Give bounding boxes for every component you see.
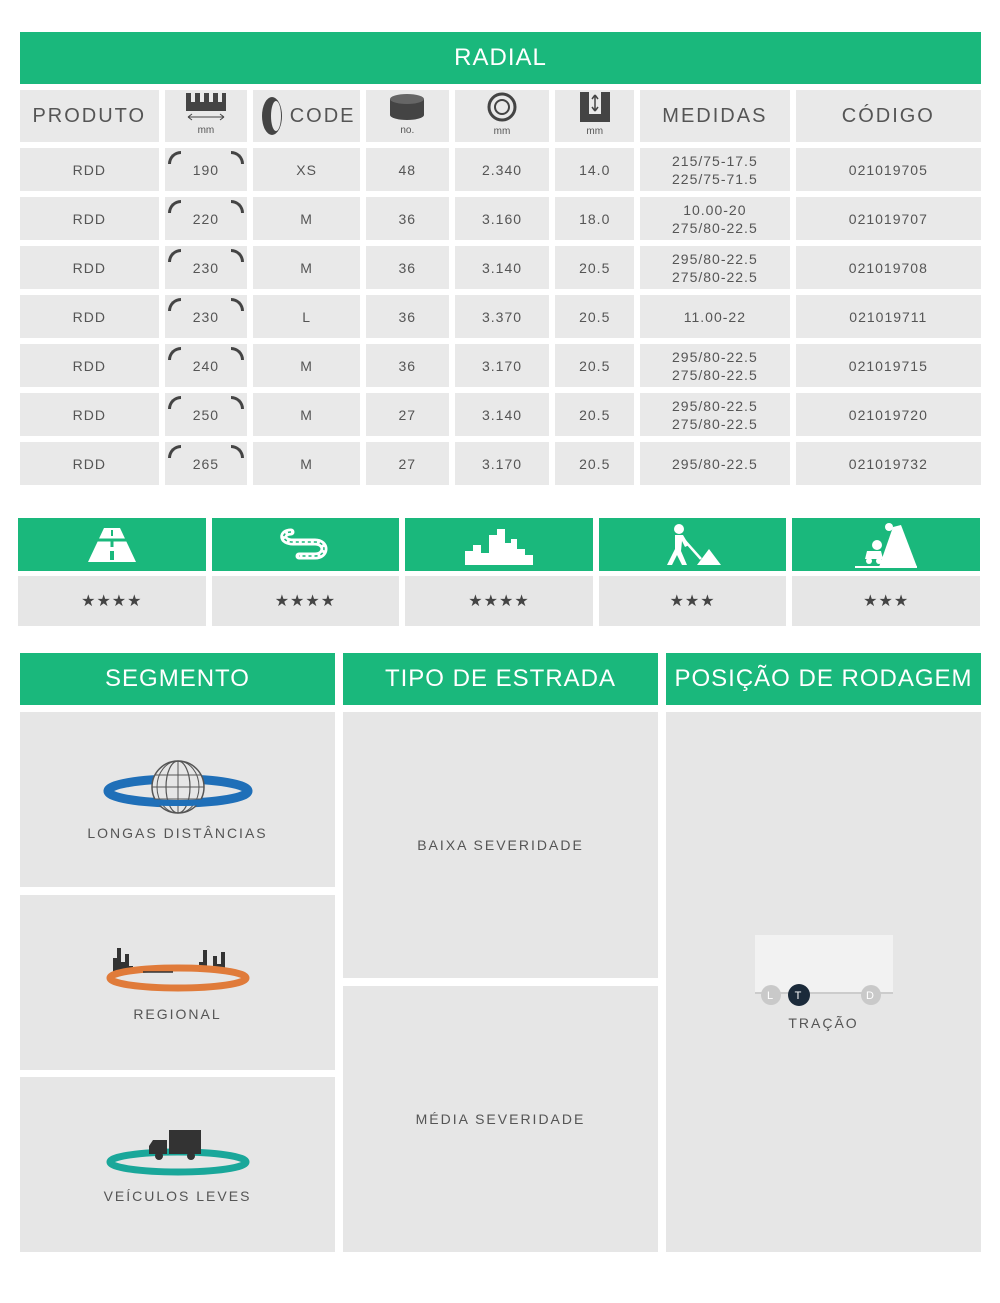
table-row xyxy=(20,246,981,289)
tread-width-icon xyxy=(185,93,227,121)
road-type-medium xyxy=(343,986,658,1252)
cell-medidas xyxy=(640,148,790,191)
cell-codigo: 021019732 xyxy=(796,442,981,485)
cell-produto: RDD xyxy=(20,344,159,387)
axle-label-d: D xyxy=(865,990,876,1002)
cell-od: 3.140 xyxy=(455,393,550,436)
segment-label: REGIONAL xyxy=(133,1005,222,1022)
road-type-label: BAIXA SEVERIDADE xyxy=(417,837,584,853)
header-width xyxy=(165,90,248,142)
wheel-position-label: TRAÇÃO xyxy=(788,1015,859,1031)
cell-depth: 20.5 xyxy=(555,295,634,338)
cell-codigo: 021019705 xyxy=(796,148,981,191)
table-row xyxy=(20,393,981,436)
cell-width xyxy=(165,148,248,191)
terrain-icon-cell xyxy=(18,518,206,571)
code-header-label: CODE xyxy=(289,105,356,127)
cell-width xyxy=(165,344,248,387)
axle-label-t: T xyxy=(794,990,803,1002)
terrain-stars: ★★★ xyxy=(792,576,980,626)
header-ply xyxy=(366,90,449,142)
terrain-stars: ★★★★ xyxy=(18,576,206,626)
road-type-low xyxy=(343,712,658,978)
medidas-line-1: 10.00-20 xyxy=(683,201,747,218)
cell-code: XS xyxy=(253,148,360,191)
road-type-label: MÉDIA SEVERIDADE xyxy=(415,1111,586,1127)
cell-produto: RDD xyxy=(20,442,159,485)
posicao-title: POSIÇÃO DE RODAGEM xyxy=(674,665,973,692)
cell-width-value: 230 xyxy=(192,308,220,325)
header-codigo: CÓDIGO xyxy=(796,90,981,142)
cell-ply: 27 xyxy=(366,442,449,485)
terrain-icon-cell xyxy=(212,518,400,571)
cell-medidas xyxy=(640,295,790,338)
cell-width-value: 250 xyxy=(192,406,220,423)
ply-unit: no. xyxy=(400,124,415,136)
terrain-mining xyxy=(792,518,980,626)
terrain-stars: ★★★★ xyxy=(405,576,593,626)
terrain-stars: ★★★★ xyxy=(212,576,400,626)
table-header-row xyxy=(20,90,981,142)
medidas-line-1: 295/80-22.5 xyxy=(672,455,758,472)
terrain-construction xyxy=(599,518,787,626)
segment-regional xyxy=(20,895,335,1070)
header-od xyxy=(455,90,550,142)
cell-ply: 36 xyxy=(366,197,449,240)
cell-od: 3.170 xyxy=(455,344,550,387)
spec-table xyxy=(20,90,981,491)
cell-code: M xyxy=(253,442,360,485)
depth-unit: mm xyxy=(586,125,604,137)
cell-codigo: 021019708 xyxy=(796,246,981,289)
cell-produto: RDD xyxy=(20,148,159,191)
terrain-stars: ★★★ xyxy=(599,576,787,626)
winding-road-icon xyxy=(279,526,331,564)
cell-od: 2.340 xyxy=(455,148,550,191)
table-row xyxy=(20,295,981,338)
cell-code: M xyxy=(253,246,360,289)
cell-produto: RDD xyxy=(20,393,159,436)
medidas-line-1: 215/75-17.5 xyxy=(672,152,758,169)
medidas-line-1: 295/80-22.5 xyxy=(672,397,758,414)
city-icon xyxy=(463,525,535,565)
terrain-winding xyxy=(212,518,400,626)
cell-ply: 48 xyxy=(366,148,449,191)
cell-codigo: 021019711 xyxy=(796,295,981,338)
cell-code: L xyxy=(253,295,360,338)
cell-medidas xyxy=(640,246,790,289)
cell-od: 3.160 xyxy=(455,197,550,240)
cell-width xyxy=(165,197,248,240)
cell-code: M xyxy=(253,393,360,436)
cell-width xyxy=(165,246,248,289)
cell-width-value: 230 xyxy=(192,259,220,276)
cell-width-value: 190 xyxy=(192,161,220,178)
medidas-line-2: 225/75-71.5 xyxy=(672,170,758,187)
cell-width xyxy=(165,393,248,436)
tread-depth-icon xyxy=(579,92,611,122)
cell-code: M xyxy=(253,344,360,387)
cell-od: 3.370 xyxy=(455,295,550,338)
cell-width-value: 220 xyxy=(192,210,220,227)
table-row xyxy=(20,197,981,240)
cell-depth: 20.5 xyxy=(555,246,634,289)
header-code xyxy=(253,90,360,142)
title-bar xyxy=(20,32,981,84)
table-row xyxy=(20,148,981,191)
terrain-highway xyxy=(18,518,206,626)
cell-codigo: 021019715 xyxy=(796,344,981,387)
table-row xyxy=(20,442,981,485)
cell-medidas xyxy=(640,442,790,485)
tire-diameter-icon xyxy=(487,92,517,122)
medidas-line-2: 275/80-22.5 xyxy=(672,268,758,285)
cell-codigo: 021019707 xyxy=(796,197,981,240)
terrain-ratings xyxy=(18,518,980,626)
terrain-icon-cell xyxy=(792,518,980,571)
segment-label: VEÍCULOS LEVES xyxy=(103,1187,252,1204)
segmento-header xyxy=(20,653,335,705)
page-title: RADIAL xyxy=(454,44,547,71)
ply-stack-icon xyxy=(389,93,425,121)
header-produto: PRODUTO xyxy=(20,90,159,142)
segment-long-distance xyxy=(20,712,335,887)
truck-light-vehicles-icon xyxy=(103,1126,253,1182)
cell-ply: 36 xyxy=(366,344,449,387)
cell-od: 3.170 xyxy=(455,442,550,485)
width-unit: mm xyxy=(197,124,215,136)
cell-ply: 36 xyxy=(366,295,449,338)
cell-depth: 20.5 xyxy=(555,344,634,387)
cell-code: M xyxy=(253,197,360,240)
cell-codigo: 021019720 xyxy=(796,393,981,436)
medidas-line-2: 275/80-22.5 xyxy=(672,219,758,236)
medidas-line-1: 11.00-22 xyxy=(683,308,746,325)
terrain-icon-cell xyxy=(599,518,787,571)
header-medidas: MEDIDAS xyxy=(640,90,790,142)
segment-label: LONGAS DISTÂNCIAS xyxy=(87,824,268,841)
highway-icon xyxy=(86,526,138,564)
cell-medidas xyxy=(640,393,790,436)
cell-width-value: 240 xyxy=(192,357,220,374)
cell-width-value: 265 xyxy=(192,455,220,472)
table-body xyxy=(20,148,981,485)
segmento-title: SEGMENTO xyxy=(105,665,250,692)
mining-icon xyxy=(853,521,919,569)
construction-worker-icon xyxy=(663,523,723,567)
globe-long-distance-icon xyxy=(103,759,253,819)
cell-width xyxy=(165,295,248,338)
cell-width xyxy=(165,442,248,485)
medidas-line-2: 275/80-22.5 xyxy=(672,415,758,432)
od-unit: mm xyxy=(493,125,511,137)
tipo-estrada-title: TIPO DE ESTRADA xyxy=(384,665,617,692)
cell-produto: RDD xyxy=(20,246,159,289)
cell-ply: 36 xyxy=(366,246,449,289)
wheel-position-panel xyxy=(666,712,981,1252)
terrain-icon-cell xyxy=(405,518,593,571)
cell-ply: 27 xyxy=(366,393,449,436)
terrain-city xyxy=(405,518,593,626)
cell-depth: 20.5 xyxy=(555,442,634,485)
cell-produto: RDD xyxy=(20,295,159,338)
table-row xyxy=(20,344,981,387)
medidas-line-1: 295/80-22.5 xyxy=(672,250,758,267)
tipo-estrada-header xyxy=(343,653,658,705)
header-depth xyxy=(555,90,634,142)
posicao-header xyxy=(666,653,981,705)
cell-depth: 20.5 xyxy=(555,393,634,436)
cell-medidas xyxy=(640,344,790,387)
medidas-line-2: 275/80-22.5 xyxy=(672,366,758,383)
medidas-line-1: 295/80-22.5 xyxy=(672,348,758,365)
cell-depth: 18.0 xyxy=(555,197,634,240)
cell-produto: RDD xyxy=(20,197,159,240)
axle-label-l: L xyxy=(766,990,775,1002)
city-regional-icon xyxy=(103,944,253,1000)
cell-medidas xyxy=(640,197,790,240)
cell-depth: 14.0 xyxy=(555,148,634,191)
cell-od: 3.140 xyxy=(455,246,550,289)
tire-profile-icon xyxy=(258,96,284,136)
drive-axle-diagram-icon xyxy=(751,933,897,1013)
segment-light-vehicles xyxy=(20,1077,335,1252)
